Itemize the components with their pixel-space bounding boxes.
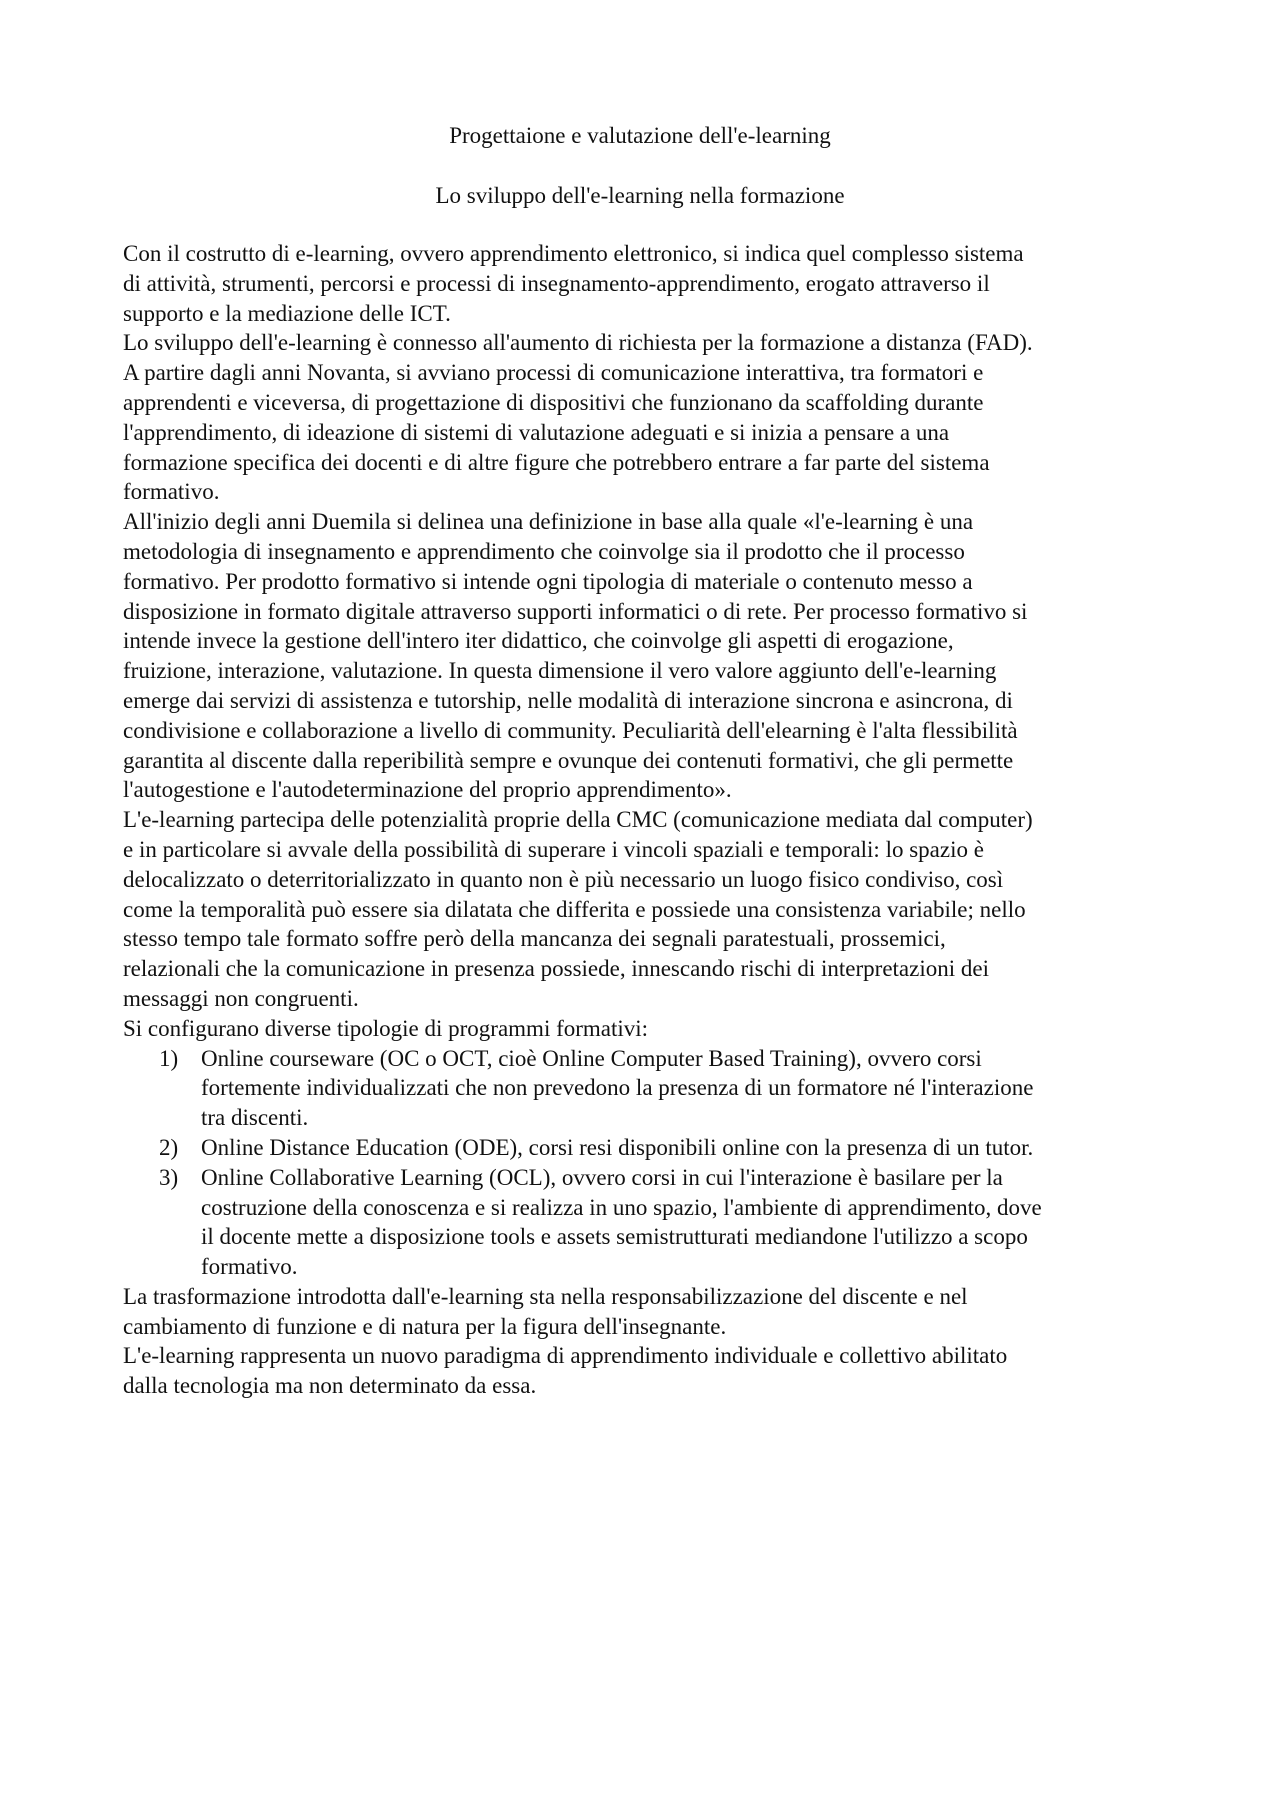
text-line: il docente mette a disposizione tools e assets semistrutturati mediandone l'utilizzo a scopo xyxy=(201,1224,1028,1250)
text-line: garantita al discente dalla reperibilità sempre e ovunque dei contenuti formativi, che gli permette xyxy=(123,747,1014,773)
text-line: dalla tecnologia ma non determinato da essa. xyxy=(123,1373,537,1399)
paragraph-fad xyxy=(123,328,1183,507)
paragraph-list-intro xyxy=(123,1014,1183,1044)
text-line: delocalizzato o deterritorializzato in quanto non è più necessario un luogo fisico condiviso, così xyxy=(123,866,1004,892)
text-line: relazionali che la comunicazione in presenza possiede, innescando rischi di interpretazioni dei xyxy=(123,956,989,982)
text-line: formativo. xyxy=(201,1254,298,1280)
document-subtitle: Lo sviluppo dell'e-learning nella formazione xyxy=(435,183,845,208)
paragraph-definition xyxy=(123,507,1183,805)
text-line: emerge dai servizi di assistenza e tutorship, nelle modalità di interazione sincrona e asincrona, di xyxy=(123,687,1013,713)
text-line: apprendenti e viceversa, di progettazione di dispositivi che funzionano da scaffolding durante xyxy=(123,389,984,415)
list-number: 1) xyxy=(159,1045,179,1071)
numbered-list xyxy=(123,1044,1183,1282)
list-item xyxy=(123,1163,1183,1282)
text-line: Con il costrutto di e-learning, ovvero apprendimento elettronico, si indica quel complesso sistema xyxy=(123,241,1024,266)
text-line: formativo. Per prodotto formativo si intende ogni tipologia di materiale o contenuto messo a xyxy=(123,568,973,594)
text-line: All'inizio degli anni Duemila si delinea una definizione in base alla quale «l'e-learning è una xyxy=(123,509,974,535)
document-title: Progettaione e valutazione dell'e-learning xyxy=(449,123,831,148)
list-item xyxy=(123,1133,1183,1163)
text-line: disposizione in formato digitale attraverso supporti informatici o di rete. Per processo formativo si xyxy=(123,598,1028,624)
list-item xyxy=(123,1044,1183,1133)
text-line: L'e-learning rappresenta un nuovo paradigma di apprendimento individuale e collettivo abilitato xyxy=(123,1343,1008,1369)
text-line: fruizione, interazione, valutazione. In questa dimensione il vero valore aggiunto dell'e-learning xyxy=(123,658,997,684)
list-number: 3) xyxy=(159,1164,179,1190)
text-line: messaggi non congruenti. xyxy=(123,985,359,1011)
paragraph-transformation xyxy=(123,1282,1183,1342)
text-line: condivisione e collaborazione a livello di community. Peculiarità dell'elearning è l'alta flessibilità xyxy=(123,717,1018,743)
text-line: cambiamento di funzione e di natura per la figura dell'insegnante. xyxy=(123,1313,727,1339)
text-line: metodologia di insegnamento e apprendimento che coinvolge sia il prodotto che il processo xyxy=(123,538,965,564)
text-line: formativo. xyxy=(123,479,220,505)
text-line: supporto e la mediazione delle ICT. xyxy=(123,300,451,326)
text-line: come la temporalità può essere sia dilatata che differita e possiede una consistenza variabile; nello xyxy=(123,896,1026,922)
text-line: tra discenti. xyxy=(201,1105,309,1131)
document-body xyxy=(123,239,1183,1401)
text-line: A partire dagli anni Novanta, si avviano processi di comunicazione interattiva, tra formatori e xyxy=(123,360,984,386)
text-line: e in particolare si avvale della possibilità di superare i vincoli spaziali e temporali: lo spazio è xyxy=(123,836,984,862)
text-line: Si configurano diverse tipologie di programmi formativi: xyxy=(123,1015,649,1041)
text-line: formazione specifica dei docenti e di altre figure che potrebbero entrare a far parte del sistema xyxy=(123,449,990,475)
text-line: Online courseware (OC o OCT, cioè Online Computer Based Training), ovvero corsi xyxy=(201,1045,982,1071)
paragraph-cmc xyxy=(123,805,1183,1014)
text-line: Lo sviluppo dell'e-learning è connesso all'aumento di richiesta per la formazione a distanza (FAD). xyxy=(123,330,1033,356)
text-line: Online Collaborative Learning (OCL), ovvero corsi in cui l'interazione è basilare per la xyxy=(201,1164,1003,1190)
text-line: di attività, strumenti, percorsi e processi di insegnamento-apprendimento, erogato attraverso il xyxy=(123,270,990,296)
text-line: l'apprendimento, di ideazione di sistemi di valutazione adeguati e si inizia a pensare a una xyxy=(123,419,950,445)
text-line: L'e-learning partecipa delle potenzialità proprie della CMC (comunicazione mediata dal computer) xyxy=(123,807,1033,833)
text-line: costruzione della conoscenza e si realizza in uno spazio, l'ambiente di apprendimento, dove xyxy=(201,1194,1042,1220)
paragraph-intro xyxy=(123,239,1183,328)
list-number: 2) xyxy=(159,1134,179,1160)
text-line: intende invece la gestione dell'intero iter didattico, che coinvolge gli aspetti di erogazione, xyxy=(123,628,954,654)
paragraph-conclusion xyxy=(123,1341,1183,1401)
text-line: stesso tempo tale formato soffre però della mancanza dei segnali paratestuali, prossemici, xyxy=(123,926,946,952)
text-line: La trasformazione introdotta dall'e-learning sta nella responsabilizzazione del discente e nel xyxy=(123,1283,968,1309)
text-line: l'autogestione e l'autodeterminazione del proprio apprendimento». xyxy=(123,777,732,803)
text-line: Online Distance Education (ODE), corsi resi disponibili online con la presenza di un tutor. xyxy=(201,1134,1034,1160)
text-line: fortemente individualizzati che non prevedono la presenza di un formatore né l'interazione xyxy=(201,1075,1034,1101)
